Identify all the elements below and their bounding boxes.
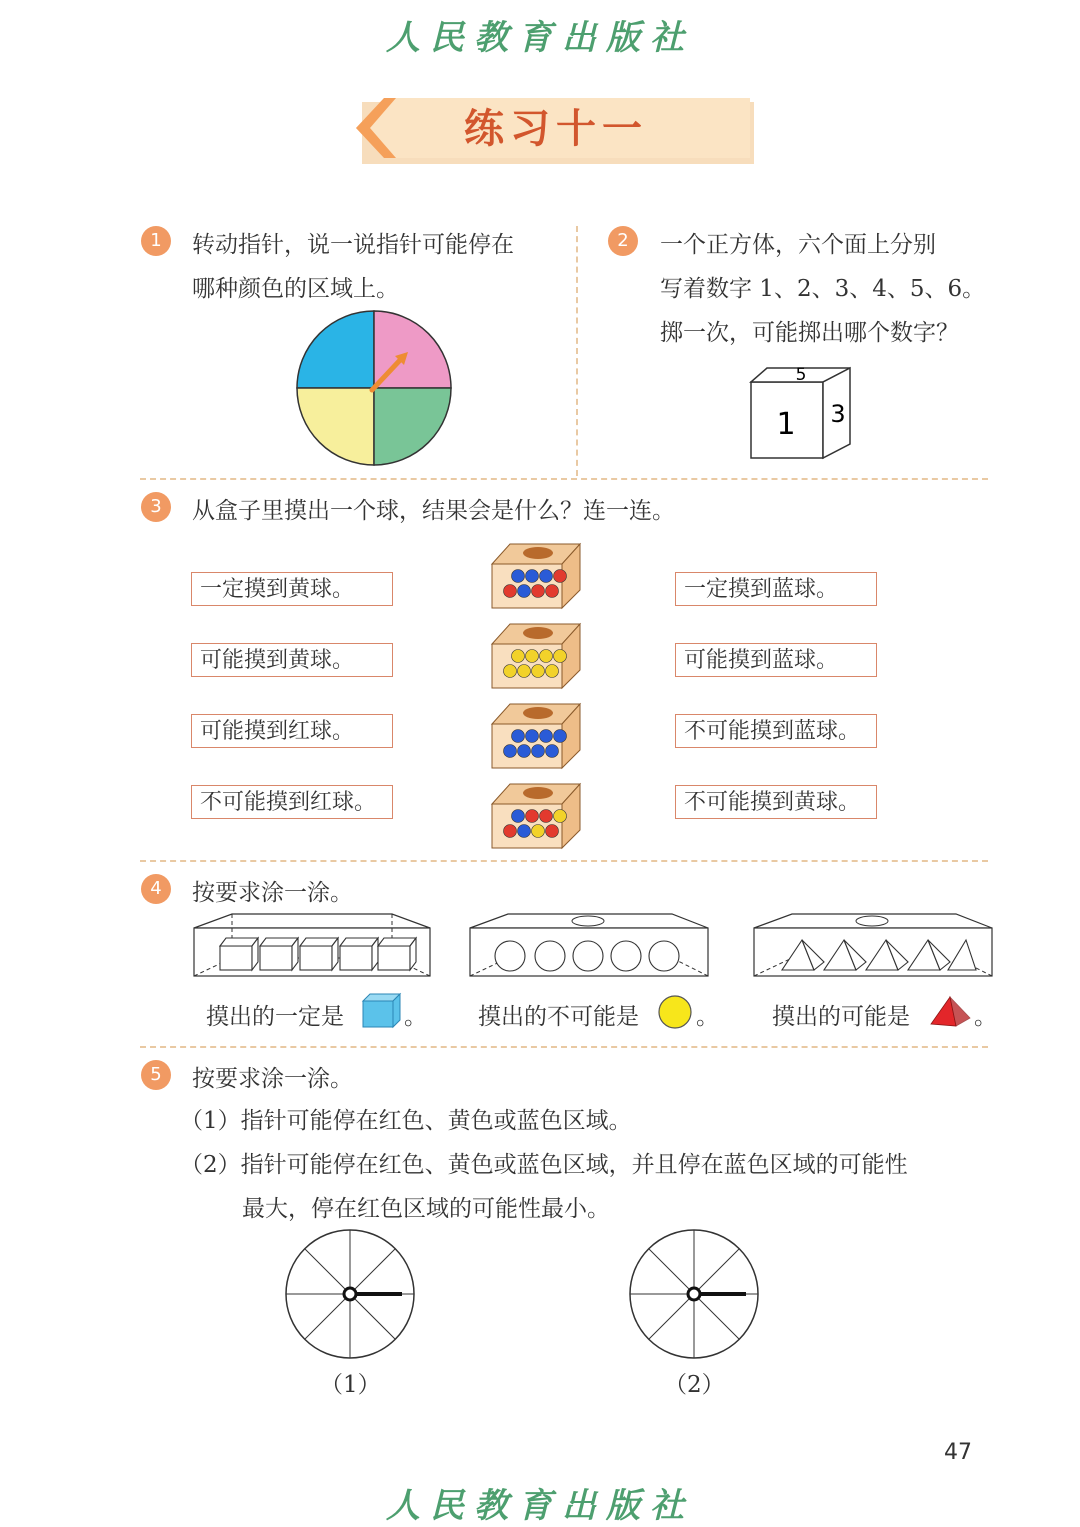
q4-period-1: 。 xyxy=(404,1004,427,1030)
question-number-1: 1 xyxy=(141,226,171,256)
spinner-green-section xyxy=(374,388,451,465)
spinner-wheel xyxy=(294,308,456,470)
left-option-2[interactable]: 可能摸到黄球。 xyxy=(191,643,393,677)
ball xyxy=(546,585,559,598)
box-of-circles xyxy=(468,912,712,980)
ball xyxy=(532,665,545,678)
page-number: 47 xyxy=(944,1440,972,1465)
ball xyxy=(512,570,525,583)
ball xyxy=(512,730,525,743)
ball xyxy=(546,745,559,758)
q4-period-2: 。 xyxy=(696,1004,719,1030)
ball xyxy=(526,730,539,743)
left-option-3[interactable]: 可能摸到红球。 xyxy=(191,714,393,748)
ball xyxy=(554,570,567,583)
ball xyxy=(504,745,517,758)
colored-cube-icon xyxy=(360,992,402,1030)
right-option-4[interactable]: 不可能摸到黄球。 xyxy=(675,785,877,819)
ball xyxy=(518,665,531,678)
q1-line-1: 转动指针，说一说指针可能停在 xyxy=(192,232,514,258)
q5-text: 按要求涂一涂。 xyxy=(192,1066,353,1092)
q5-item-2-line-2: 最大，停在红色区域的可能性最小。 xyxy=(242,1196,610,1222)
question-number-2: 2 xyxy=(608,226,638,256)
divider-2 xyxy=(140,860,988,862)
q4-caption-2: 摸出的不可能是 xyxy=(478,1004,639,1030)
ball xyxy=(526,650,539,663)
q5-item-2-line-1: （2）指针可能停在红色、黄色或蓝色区域，并且停在蓝色区域的可能性 xyxy=(180,1152,908,1178)
ball xyxy=(518,585,531,598)
ball xyxy=(540,810,553,823)
divider-3 xyxy=(140,1046,988,1048)
question-number-5: 5 xyxy=(141,1060,171,1090)
ball xyxy=(546,665,559,678)
ball xyxy=(518,745,531,758)
ball-box-3[interactable] xyxy=(488,698,583,770)
ball xyxy=(540,570,553,583)
q2-line-2: 写着数字 1、2、3、4、5、6。 xyxy=(660,276,986,302)
ball xyxy=(532,585,545,598)
ball xyxy=(532,825,545,838)
ball xyxy=(540,650,553,663)
ball xyxy=(554,810,567,823)
ball xyxy=(526,570,539,583)
divider-1 xyxy=(140,478,988,480)
ball xyxy=(554,730,567,743)
ball xyxy=(532,745,545,758)
q3-text: 从盒子里摸出一个球，结果会是什么？连一连。 xyxy=(192,498,675,524)
q1-line-2: 哪种颜色的区域上。 xyxy=(192,276,399,302)
publisher-mark-bottom: 人民教育出版社 xyxy=(386,1486,694,1526)
q4-period-3: 。 xyxy=(974,1004,997,1030)
ball-box-4[interactable] xyxy=(488,778,583,850)
question-number-3: 3 xyxy=(141,492,171,522)
right-option-2[interactable]: 可能摸到蓝球。 xyxy=(675,643,877,677)
title-banner xyxy=(356,96,756,166)
q2-line-3: 掷一次，可能掷出哪个数字？ xyxy=(660,320,959,346)
left-option-4[interactable]: 不可能摸到红球。 xyxy=(191,785,393,819)
q4-text: 按要求涂一涂。 xyxy=(192,880,353,906)
publisher-mark-top: 人民教育出版社 xyxy=(386,18,694,58)
spinner-blank-2[interactable] xyxy=(626,1228,762,1364)
ball xyxy=(540,730,553,743)
right-option-3[interactable]: 不可能摸到蓝球。 xyxy=(675,714,877,748)
cube-side-number: 3 xyxy=(830,400,846,428)
number-cube xyxy=(746,364,858,464)
ball xyxy=(512,650,525,663)
ball-box-2[interactable] xyxy=(488,618,583,690)
cube-front-number: 1 xyxy=(776,407,796,442)
right-option-1[interactable]: 一定摸到蓝球。 xyxy=(675,572,877,606)
yellow-circle-icon xyxy=(656,993,694,1031)
q2-line-1: 一个正方体，六个面上分别 xyxy=(660,232,936,258)
ball xyxy=(504,585,517,598)
ball xyxy=(504,665,517,678)
spinner-blank-1[interactable] xyxy=(282,1228,418,1364)
left-option-1[interactable]: 一定摸到黄球。 xyxy=(191,572,393,606)
spinner-label-2: （2） xyxy=(664,1372,725,1398)
q4-caption-1: 摸出的一定是 xyxy=(206,1004,344,1030)
q5-item-1: （1）指针可能停在红色、黄色或蓝色区域。 xyxy=(180,1108,632,1134)
spinner-blue-section xyxy=(297,311,374,388)
ball xyxy=(546,825,559,838)
red-pyramid-icon xyxy=(928,994,974,1030)
ball xyxy=(526,810,539,823)
ball-box-1[interactable] xyxy=(488,538,583,610)
q4-caption-3: 摸出的可能是 xyxy=(772,1004,910,1030)
cube-top-number: 5 xyxy=(795,365,807,385)
spinner-label-1: （1） xyxy=(320,1372,381,1398)
ball xyxy=(504,825,517,838)
ball xyxy=(554,650,567,663)
spinner-yellow-section xyxy=(297,388,374,465)
column-divider xyxy=(576,226,578,476)
ball xyxy=(518,825,531,838)
question-number-4: 4 xyxy=(141,874,171,904)
page-title: 练习十一 xyxy=(464,105,648,152)
box-of-pyramids xyxy=(752,912,996,980)
ball xyxy=(512,810,525,823)
box-of-cubes xyxy=(192,912,434,980)
